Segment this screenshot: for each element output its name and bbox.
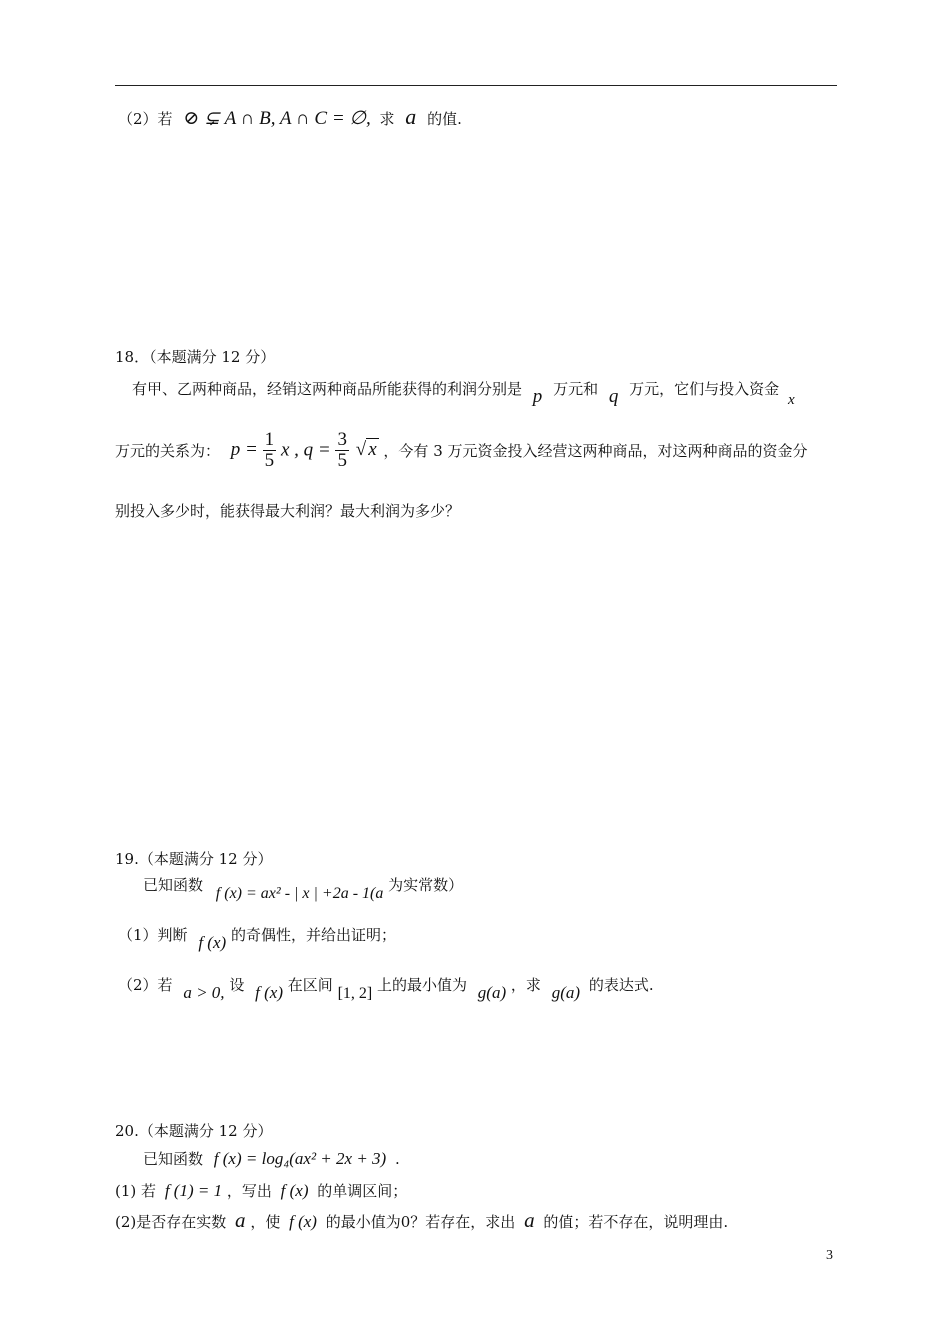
q18-line1-b: 万元和 xyxy=(553,380,599,398)
page-number: 3 xyxy=(826,1248,833,1263)
q19-part2-f2: 的表达式. xyxy=(588,976,654,994)
q18-var-q: q xyxy=(608,386,619,407)
q19-part2-interval: [1, 2] xyxy=(337,985,373,1002)
q19-part1-a: （1）判断 xyxy=(118,926,188,944)
q20-part1 xyxy=(115,1180,407,1201)
q20-part1-cond: f (1) = 1 xyxy=(164,1181,223,1200)
q20-part2-b: ，使 xyxy=(250,1213,281,1231)
q19-part2-c: 在区间 xyxy=(287,976,333,994)
q20-formula: f (x) = log₄(ax² + 2x + 3) xyxy=(213,1149,387,1168)
q20-part2-a: (2)是否存在实数 xyxy=(115,1213,227,1231)
q18-frac2-den: 5 xyxy=(337,449,347,471)
q20-part2-var: a xyxy=(235,1208,246,1232)
q18-var-p: p xyxy=(532,386,543,407)
q18-header: 18．（本题满分 12 分） xyxy=(115,348,276,366)
q20-part2-c: 的最小值为0？若存在，求出 xyxy=(325,1213,516,1231)
q18-frac1-den: 5 xyxy=(264,449,275,471)
q18-line1-a: 有甲、乙两种商品，经销这两种商品所能获得的利润分别是 xyxy=(132,380,523,398)
q17-part2-suffix: 的值. xyxy=(427,110,462,128)
q19-part2-a: （2）若 xyxy=(118,976,173,994)
q20-part2-f: f (x) xyxy=(289,1212,317,1231)
q20-part2-var2: a xyxy=(524,1208,535,1232)
q19-line1-a: 已知函数 xyxy=(143,876,204,894)
q19-part2 xyxy=(118,974,654,1002)
q20-line1-b: . xyxy=(394,1150,400,1168)
q20-line1-a: 已知函数 xyxy=(143,1150,204,1168)
q17-part2-mid: 求 xyxy=(379,110,395,128)
q20-line1 xyxy=(143,1148,400,1169)
q18-frac1 xyxy=(263,430,277,471)
q20-part1-c: 的单调区间； xyxy=(317,1182,408,1200)
q19-part2-g2: g(a) xyxy=(551,983,581,1002)
q19-header: 19.（本题满分 12 分） xyxy=(115,850,273,868)
q17-part2-math: ⊘ ⊊ A ∩ B, A ∩ C = ∅, xyxy=(183,108,371,129)
q18-line1 xyxy=(132,378,795,408)
q19-line1 xyxy=(143,874,464,902)
q19-formula: f (x) = ax² - | x | +2a - 1(a xyxy=(215,885,384,902)
q19-part2-d: 上的最小值为 xyxy=(377,976,468,994)
q20-part1-a: (1) 若 xyxy=(115,1182,157,1200)
q18-frac2 xyxy=(335,430,349,471)
header-rule xyxy=(115,85,837,86)
q18-line1-c: 万元，它们与投入资金 xyxy=(629,380,780,398)
q19-part1-f: f (x) xyxy=(198,933,227,952)
q18-formula-p: p = xyxy=(230,439,258,461)
q18-line2 xyxy=(115,430,808,471)
q18-line2-b: ，今有 3 万元资金投入经营这两种商品，对这两种商品的资金分 xyxy=(383,441,808,460)
q19-part1-b: 的奇偶性，并给出证明； xyxy=(230,926,396,944)
q17-part2-prefix: （2）若 xyxy=(118,110,173,128)
q19-part2-f: f (x) xyxy=(255,983,283,1002)
q18-frac1-num: 1 xyxy=(264,429,275,450)
q18-line3: 别投入多少时，能获得最大利润？最大利润为多少？ xyxy=(115,502,461,520)
q20-header: 20.（本题满分 12 分） xyxy=(115,1122,273,1140)
q18-line2-a: 万元的关系为： xyxy=(115,441,221,460)
q17-part2-var: a xyxy=(405,104,417,129)
q18-var-x: x xyxy=(787,392,795,408)
q20-part2-d: 的值；若不存在，说明理由. xyxy=(543,1213,729,1231)
q20-part1-b: ，写出 xyxy=(226,1182,272,1200)
q18-frac2-num: 3 xyxy=(337,429,347,450)
q18-sqrt-arg: x xyxy=(368,439,377,461)
q20-part1-f: f (x) xyxy=(280,1181,309,1200)
q19-part2-e: ，求 xyxy=(510,976,541,994)
q18-sqrt: √ x xyxy=(355,439,377,461)
q19-part2-cond: a > 0, xyxy=(183,983,225,1002)
q20-part2 xyxy=(115,1208,728,1233)
q19-part1 xyxy=(118,924,396,952)
q19-part2-g: g(a) xyxy=(477,983,507,1002)
q17-part2 xyxy=(118,104,462,130)
q19-line1-b: 为实常数） xyxy=(388,876,464,894)
q18-formula-mid: x , q = xyxy=(280,439,331,461)
q19-part2-b: 设 xyxy=(229,976,245,994)
